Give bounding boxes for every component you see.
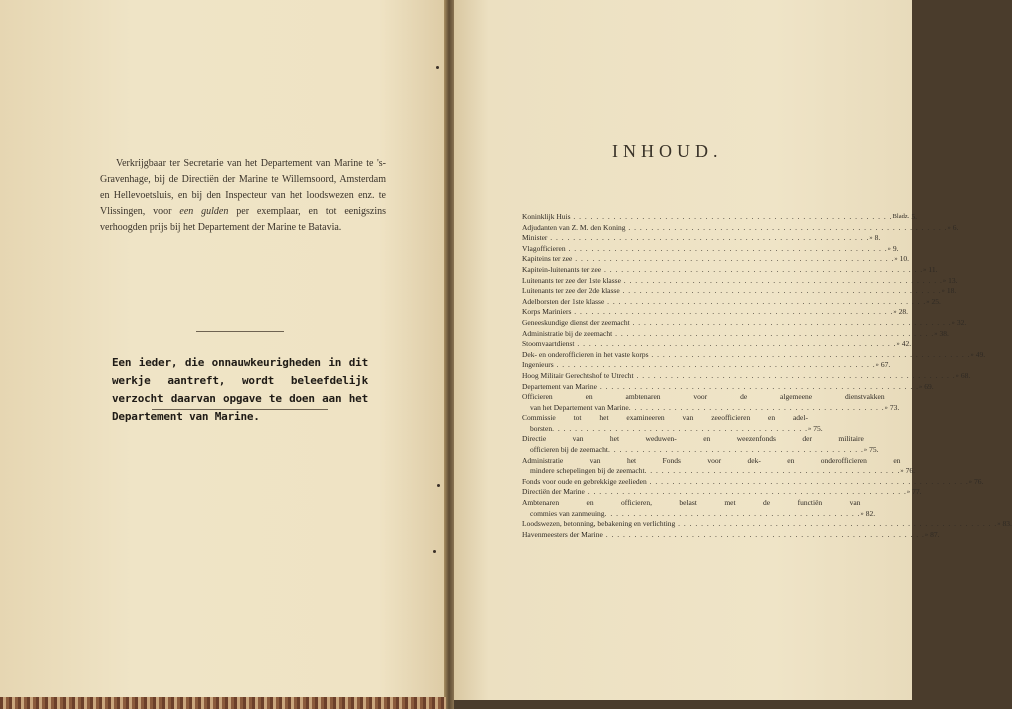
toc-entry-page: 9. <box>892 243 899 253</box>
toc-entry-title: Geneeskundige dienst der zeemacht . . . <box>522 318 952 329</box>
toc-leader-dots <box>608 445 864 456</box>
toc-entry-title: Hoog Militair Gerechtshof te Utrecht . . . <box>522 371 956 382</box>
toc-entry-title: Ingenieurs . . . <box>522 360 876 371</box>
toc-entry <box>522 233 881 244</box>
toc-entry-page: 8. <box>874 233 881 243</box>
toc-entry-prefix: » <box>970 350 974 358</box>
toc-entry-page: 77. <box>912 487 922 497</box>
toc-entry <box>522 370 971 382</box>
toc-entry-title <box>522 413 808 434</box>
toc-entry-prefix: » <box>894 255 898 263</box>
toc-entry <box>522 222 959 234</box>
toc-entry-page: 42. <box>901 339 912 349</box>
availability-price: een gulden <box>179 206 229 217</box>
toc-entry-title: Departement van Marine . . . <box>522 382 919 393</box>
toc-entry <box>522 455 916 477</box>
toc-entry-page: 28. <box>898 307 908 317</box>
toc-entry-page: 82. <box>865 508 876 518</box>
toc-entry <box>522 519 1012 530</box>
toc-entry-title: Administratie bij de zeemacht . . . <box>522 329 934 340</box>
toc-entry-prefix: » <box>896 340 900 348</box>
toc-entry-title: Directiën der Marine . . . <box>522 487 907 498</box>
availability-text-start: Verkrijgbaar ter Secretarie van het Departement van Marine te 's-Gravenhage, bij de Directiën der Marine te Willemsoord, Amsterdam en Hellevoetsluis, en bij den Inspecteur van het loodswezen enz. te Vlissingen, voor <box>100 158 386 217</box>
toc-entry-page: 13. <box>948 275 958 285</box>
toc-entry-title-line2: van het Departement van Marine <box>530 402 629 412</box>
toc-entry-page: 6. <box>952 222 959 232</box>
toc-entry-title: Loodswezen, betonning, bebakening en verlichting . . . <box>522 519 997 530</box>
toc-entry-page: 69. <box>924 381 934 391</box>
toc-entry-page: 83. <box>1002 519 1012 529</box>
toc-entry-title: Kapiteins ter zee . . . <box>522 254 894 265</box>
toc-entry-prefix: » <box>918 382 923 390</box>
toc-entry-title <box>522 456 900 477</box>
toc-entry-prefix: » <box>884 403 888 411</box>
toc-entry-prefix: » <box>955 371 959 379</box>
toc-entry-prefix: » <box>941 287 945 295</box>
toc-entry-title-line2: officieren bij de zeemacht <box>530 445 608 455</box>
toc-entry <box>522 296 941 308</box>
toc-entry-prefix: » <box>942 276 947 284</box>
toc-entry-prefix: » <box>807 424 812 432</box>
toc-leader-dots <box>629 403 885 414</box>
left-page <box>0 0 446 700</box>
toc-entry <box>522 381 934 393</box>
toc-entry <box>522 317 967 329</box>
toc-entry-title-line2: borsten <box>530 423 553 433</box>
toc-entry <box>522 529 940 541</box>
toc-entry-title: Dek- en onderofficieren in het vaste korps . . . <box>522 350 970 361</box>
toc-entry <box>522 254 910 265</box>
toc-entry <box>522 328 949 340</box>
toc-entry-page: 68. <box>960 370 971 380</box>
toc-entry <box>522 498 876 519</box>
toc-entry <box>522 339 912 350</box>
toc-leader-dots <box>605 509 861 520</box>
toc-entry-prefix: » <box>906 488 911 496</box>
toc-entry-title: Luitenants ter zee der 2de klasse . . . <box>522 286 942 297</box>
toc-entry <box>522 275 958 287</box>
toc-entry-page: 75. <box>869 445 879 455</box>
toc-entry-prefix: » <box>923 265 927 273</box>
availability-notice <box>100 156 386 236</box>
toc-heading: INHOUD. <box>612 141 723 161</box>
toc-entry-title: Kapitein-luitenants ter zee . . . <box>522 265 923 276</box>
toc-entry-prefix: » <box>997 520 1001 528</box>
toc-entry-prefix: » <box>863 446 868 454</box>
toc-entry-page: 11. <box>928 264 938 274</box>
toc-entry-page: 5. <box>911 212 917 221</box>
toc-entry-title: Adjudanten van Z. M. den Koning . . . <box>522 223 948 234</box>
toc-entry-page: 75. <box>813 423 823 433</box>
toc-entry <box>522 286 957 297</box>
availability-text-end: per exemplaar, en tot eenigszins verhoogden prijs bij het Departement der Marine te Batavia. <box>100 206 386 233</box>
toc-leader-dots <box>645 466 901 477</box>
book-gutter <box>444 0 454 709</box>
toc-entry-page: 67. <box>880 360 891 370</box>
toc-entry-prefix: » <box>926 297 930 305</box>
toc-entry <box>522 264 938 276</box>
toc-entry-prefix: » <box>875 361 879 369</box>
toc-entry <box>522 307 908 318</box>
toc-entry-page: 38. <box>939 328 949 338</box>
toc-entry-prefix: » <box>951 318 955 326</box>
toc-entry <box>522 434 879 455</box>
toc-entry-title: Korps Mariniers . . . <box>522 307 893 318</box>
toc-entry-prefix: » <box>860 509 864 517</box>
toc-entry-title: Havenmeesters der Marine . . . <box>522 530 925 541</box>
toc-entry-prefix: Bladz. <box>892 213 910 220</box>
toc-entry-page: 76. <box>905 466 916 476</box>
toc-entry-page: 32. <box>956 317 967 327</box>
divider-rule <box>196 331 284 332</box>
toc-entry <box>522 360 891 371</box>
toc-entry-page: 18. <box>946 286 957 296</box>
toc-entry-page: 87. <box>930 529 940 539</box>
toc-entry-title: Vlagofficieren . . . <box>522 244 888 255</box>
toc-entry-title-line1: Ambtenaren en officieren, belast met de functiën van <box>522 498 861 508</box>
toc-entry-title-line1: Administratie van het Fonds voor dek- en onderofficieren en <box>522 455 901 465</box>
toc-entry-title-line2: commies van zanmeuing <box>530 508 605 518</box>
toc-entry <box>522 243 899 255</box>
toc-entry-title-line1: Officieren en ambtenaren voor de algemeene dienstvakken <box>522 392 885 402</box>
paper-spot <box>436 66 439 69</box>
toc-entry <box>522 212 917 223</box>
toc-entry-title-line2: mindere schepelingen bij de zeemacht <box>530 466 645 476</box>
toc-entry-title: Fonds voor oude en gebrekkige zeelieden . . . <box>522 477 969 488</box>
toc-entry-prefix: » <box>893 308 897 316</box>
toc-entry-title-line1: Directie van het weduwen- en weezenfonds der militaire <box>522 434 864 444</box>
toc-leader-dots <box>552 424 808 435</box>
page-bottom-edge <box>0 697 446 709</box>
toc-entry-title: Minister . . . <box>522 233 869 244</box>
toc-entry-prefix: » <box>900 467 904 475</box>
toc-entry <box>522 349 986 361</box>
toc-entry-title: Luitenants ter zee der 1ste klasse . . . <box>522 276 943 287</box>
toc-entry-prefix: » <box>869 234 873 242</box>
table-of-contents <box>522 212 1012 540</box>
toc-entry-title <box>522 498 860 519</box>
toc-entry-page: 73. <box>889 402 900 412</box>
toc-entry <box>522 413 823 434</box>
toc-entry <box>522 392 900 413</box>
paper-spot <box>437 484 440 487</box>
toc-entry-page: 76. <box>974 476 984 486</box>
toc-entry-prefix: » <box>947 223 951 231</box>
toc-entry-title-line1: Commissie tot het examineeren van zeeofficieren en adel- <box>522 413 808 423</box>
toc-entry-page: 10. <box>899 254 910 264</box>
toc-entry-title: Adelborsten der 1ste klasse . . . <box>522 297 926 308</box>
toc-entry-prefix: » <box>924 530 929 538</box>
errata-notice: Een ieder, die onnauwkeurigheden in dit werkje aantreft, wordt beleefdelijk verzocht daarvan opgave te doen aan het Departement van Marine. <box>112 356 368 423</box>
toc-entry-title <box>522 392 885 413</box>
toc-entry <box>522 487 922 498</box>
toc-entry-page: 49. <box>975 349 986 359</box>
toc-entry-title <box>522 434 864 455</box>
toc-entry <box>522 476 984 488</box>
toc-entry-title: Stoomvaartdienst . . . <box>522 339 897 350</box>
toc-entry-title: Koninklijk Huis . . . <box>522 212 893 223</box>
divider-rule <box>152 409 328 410</box>
toc-entry-prefix: » <box>934 329 938 337</box>
paper-spot <box>433 550 436 553</box>
toc-entry-page: 25. <box>931 296 941 306</box>
toc-entry-prefix: » <box>968 477 972 485</box>
toc-entry-prefix: » <box>887 244 891 252</box>
